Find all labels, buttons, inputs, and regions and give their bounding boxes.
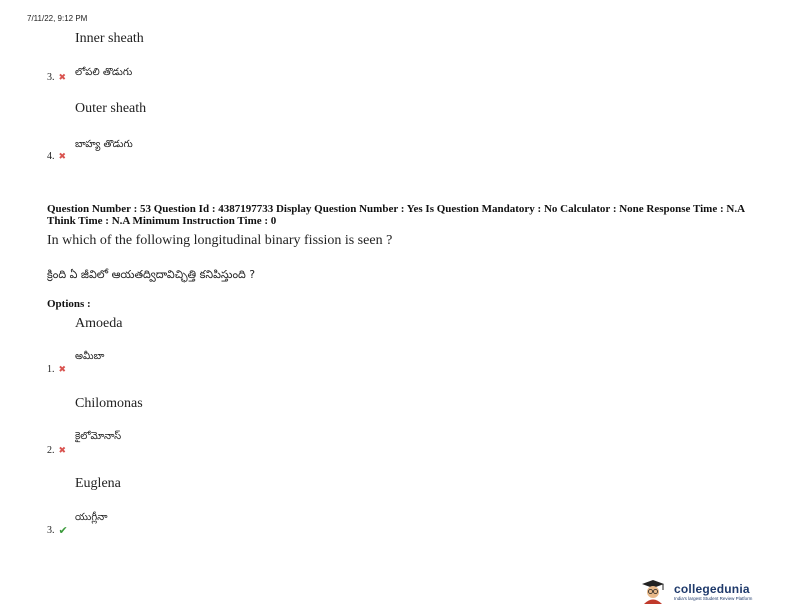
collegedunia-logo: [636, 578, 752, 604]
prev-option-english-outer: Outer sheath: [75, 101, 147, 116]
option-1-telugu: అమీబా: [75, 351, 105, 362]
option-2-telugu: కైలోమోనాస్: [75, 431, 122, 442]
logo-name: collegedunia: [674, 581, 750, 596]
option-number: 1.: [47, 364, 55, 375]
option-2-number: [47, 445, 66, 456]
wrong-mark-icon: ✖: [58, 72, 67, 83]
prev-option-english-inner: Inner sheath: [75, 31, 144, 46]
student-mascot-icon: [636, 578, 670, 604]
option-3-telugu: యుగ్లీనా: [75, 512, 108, 523]
wrong-mark-icon: ✖: [58, 445, 67, 456]
option-number: 2.: [47, 445, 55, 456]
option-number: 4.: [47, 151, 55, 162]
option-2-english: Chilomonas: [75, 396, 143, 411]
wrong-mark-icon: ✖: [58, 364, 67, 375]
question-text: In which of the following longitudinal binary fission is seen ?: [47, 233, 393, 248]
question-meta: Question Number : 53 Question Id : 4387197733 Display Question Number : Yes Is Question Mandatory : No Calculator : None Response Time : N.A Think Time : N.A Minimum Instruction Time : 0: [47, 203, 745, 227]
prev-option-number-4: [47, 151, 66, 162]
prev-option-number-3: [47, 72, 66, 83]
wrong-mark-icon: ✖: [58, 151, 67, 162]
correct-mark-icon: ✔: [58, 524, 68, 537]
prev-option-telugu-3: లోపలి తొడుగు: [75, 67, 133, 78]
option-number: 3.: [47, 525, 55, 536]
question-text-telugu: క్రింది ఏ జీవిలో ఆయతద్విదావిచ్ఛిత్తి కనిపిస్తుంది ?: [47, 268, 256, 281]
option-number: 3.: [47, 72, 55, 83]
options-label: Options :: [47, 298, 91, 310]
logo-tagline: India's largest Student Review Platform: [674, 595, 753, 601]
option-1-english: Amoeda: [75, 316, 123, 331]
prev-option-telugu-4: బాహ్య తొడుగు: [75, 139, 133, 150]
option-1-number: [47, 364, 66, 375]
option-3-english: Euglena: [75, 476, 121, 491]
option-3-number: [47, 524, 68, 537]
timestamp: 7/11/22, 9:12 PM: [27, 14, 88, 23]
